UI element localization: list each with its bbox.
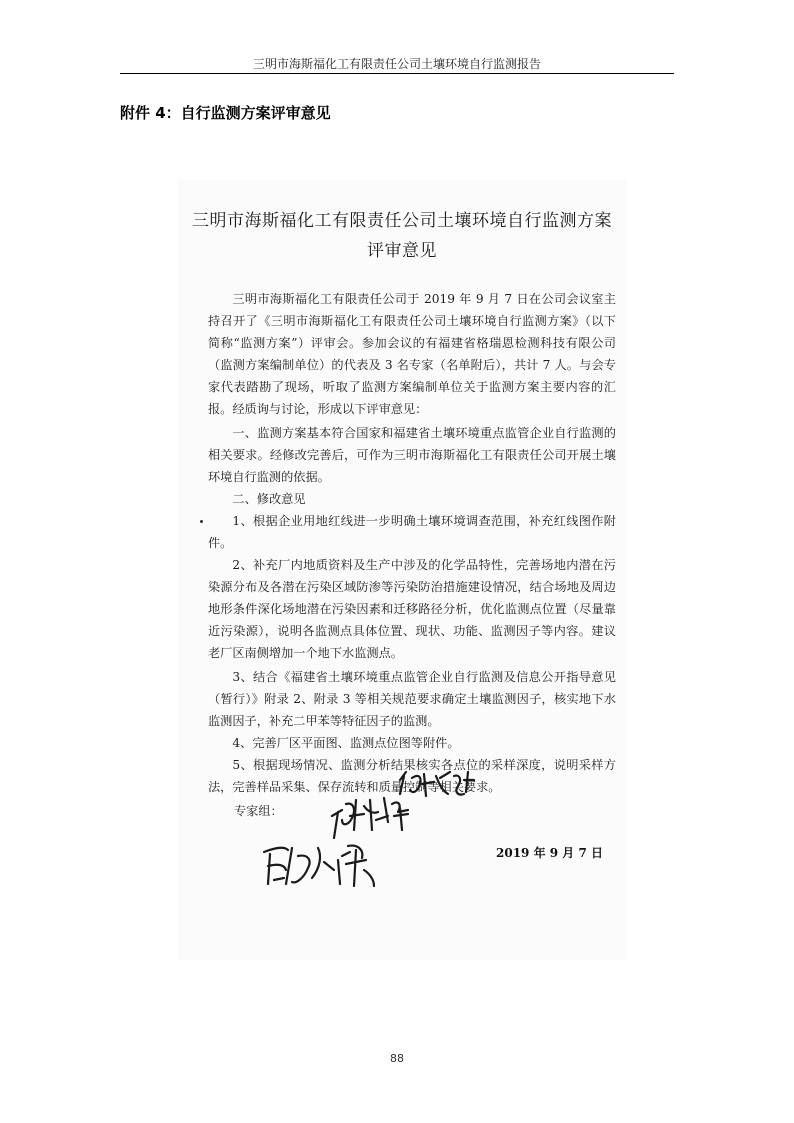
header-rule xyxy=(120,73,674,74)
scanned-document xyxy=(178,180,626,960)
handwritten-signatures xyxy=(178,180,626,960)
revision-item-1: 1、根据企业用地红线进一步明确土壤环境调查范围，补充红线图作附件。 xyxy=(208,514,616,550)
revision-item-5: 5、根据现场情况、监测分析结果核实各点位的采样深度，说明采样方法，完善样品采集、保存流转和质量控制等相关要求。 xyxy=(208,758,616,794)
signature-date: 2019 年 9 月 7 日 xyxy=(496,846,603,860)
opinion-heading-2: 二、修改意见 xyxy=(232,492,306,506)
attachment-title: 附件 4：自行监测方案评审意见 xyxy=(120,104,331,122)
revision-item-2: 2、补充厂内地质资料及生产中涉及的化学品特性，完善场地内潜在污染源分布及各潜在污染区域防渗等污染防治措施建设情况，结合场地及周边地形条件深化场地潜在污染因素和迁移路径分析，优化监测点位置（尽量靠近污染源），说明各监测点具体位置、现状、功能、监测因子等内容。建议老厂区南侧增加一个地下水监测点。 xyxy=(208,558,616,660)
revision-item-3: 3、结合《福建省土壤环境重点监管企业自行监测及信息公开指导意见（暂行）》附录 2、附录 3 等相关规范要求确定土壤监测因子，核实地下水监测因子，补充二甲苯等特征因子的监测。 xyxy=(208,670,616,728)
page-number: 88 xyxy=(390,1052,404,1065)
running-header: 三明市海斯福化工有限责任公司土壤环境自行监测报告 xyxy=(252,57,541,71)
intro-paragraph: 三明市海斯福化工有限责任公司于 2019 年 9 月 7 日在公司会议室主持召开了《三明市海斯福化工有限责任公司土壤环境自行监测方案》（以下简称“监测方案”）评审会。参加会议的有福建省格瑞恩检测科技有限公司（监测方案编制单位）的代表及 3 名专家（名单附后），共计 7 人。与会专家代表踏勘了现场，听取了监测方案编制单位关于监测方案主要内容的汇报。经质询与讨论，形成以下评审意见： xyxy=(208,292,616,416)
revision-item-4: 4、完善厂区平面图、监测点位图等附件。 xyxy=(232,736,460,750)
document-title-line2: 评审意见 xyxy=(367,241,437,261)
expert-group-label: 专家组： xyxy=(234,804,283,818)
document-title-line1: 三明市海斯福化工有限责任公司土壤环境自行监测方案 xyxy=(192,211,612,231)
opinion-paragraph-1: 一、监测方案基本符合国家和福建省土壤环境重点监管企业自行监测的相关要求。经修改完善后，可作为三明市海斯福化工有限责任公司开展土壤环境自行监测的依据。 xyxy=(208,426,616,484)
